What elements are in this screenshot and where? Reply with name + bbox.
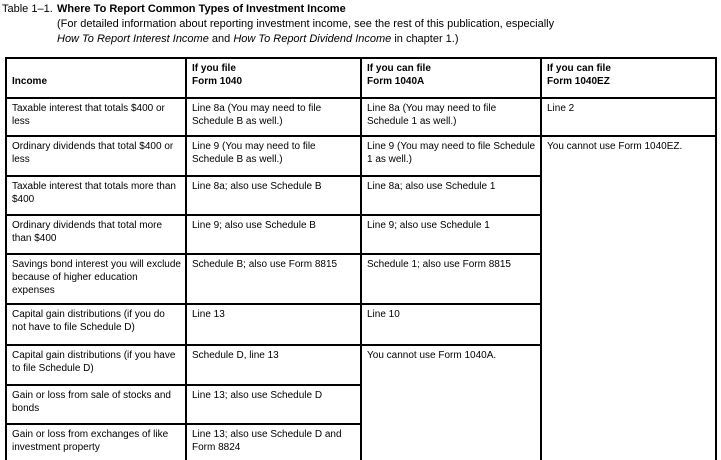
form1040-cell: Line 8a; also use Schedule B <box>186 176 361 215</box>
col-header-form1040a-line2: Form 1040A <box>367 76 425 87</box>
table-row <box>6 98 716 136</box>
header-row <box>6 58 716 98</box>
form1040a-cell: Schedule 1; also use Form 8815 <box>361 254 541 304</box>
form1040a-cell: Line 9 (You may need to file Schedule 1 as well.) <box>361 136 541 176</box>
form1040a-cell: Line 9; also use Schedule 1 <box>361 215 541 254</box>
form1040-cell: Line 13 <box>186 304 361 345</box>
table-subtitle-note <box>57 17 717 47</box>
income-cell: Capital gain distributions (if you have to file Schedule D) <box>6 345 186 385</box>
note-italic-dividend: How To Report Dividend Income <box>233 33 392 45</box>
col-header-form1040a <box>361 58 541 98</box>
form1040ez-merged-cell: You cannot use Form 1040EZ. <box>541 136 716 460</box>
col-header-income-label: Income <box>12 76 48 87</box>
income-cell: Ordinary dividends that total more than $400 <box>6 215 186 254</box>
col-header-form1040ez-line1: If you can file <box>547 63 611 74</box>
form1040-cell: Schedule D, line 13 <box>186 345 361 385</box>
income-cell: Gain or loss from exchanges of like investment property <box>6 424 186 460</box>
form1040-cell: Line 13; also use Schedule D <box>186 385 361 424</box>
col-header-form1040-line2: Form 1040 <box>192 76 243 87</box>
form1040a-merged-cell: You cannot use Form 1040A. <box>361 345 541 460</box>
note-line1: (For detailed information about reporting investment income, see the rest of this publication, especially <box>57 18 555 30</box>
form1040-cell: Line 9; also use Schedule B <box>186 215 361 254</box>
col-header-form1040a-line1: If you can file <box>367 63 431 74</box>
table-number: Table 1–1. <box>2 3 53 15</box>
note-italic-interest: How To Report Interest Income <box>57 33 209 45</box>
form1040-cell: Line 8a (You may need to file Schedule B as well.) <box>186 98 361 136</box>
table-caption <box>2 2 346 17</box>
form1040a-cell: Line 8a; also use Schedule 1 <box>361 176 541 215</box>
col-header-form1040 <box>186 58 361 98</box>
form1040-cell: Schedule B; also use Form 8815 <box>186 254 361 304</box>
investment-income-table <box>5 57 717 460</box>
income-cell: Taxable interest that totals $400 or less <box>6 98 186 136</box>
income-cell: Ordinary dividends that total $400 or less <box>6 136 186 176</box>
form1040-cell: Line 13; also use Schedule D and Form 8824 <box>186 424 361 460</box>
income-cell: Savings bond interest you will exclude because of higher education expenses <box>6 254 186 304</box>
table-row <box>6 136 716 176</box>
col-header-income <box>6 58 186 98</box>
form1040ez-cell: Line 2 <box>541 98 716 136</box>
col-header-form1040ez <box>541 58 716 98</box>
table-title: Where To Report Common Types of Investment Income <box>57 3 346 15</box>
form1040a-cell: Line 8a (You may need to file Schedule 1 as well.) <box>361 98 541 136</box>
income-cell: Gain or loss from sale of stocks and bonds <box>6 385 186 424</box>
income-cell: Taxable interest that totals more than $400 <box>6 176 186 215</box>
note-and: and <box>208 33 234 45</box>
col-header-form1040ez-line2: Form 1040EZ <box>547 76 610 87</box>
form1040a-cell: Line 10 <box>361 304 541 345</box>
income-cell: Capital gain distributions (if you do not have to file Schedule D) <box>6 304 186 345</box>
form1040-cell: Line 9 (You may need to file Schedule B as well.) <box>186 136 361 176</box>
col-header-form1040-line1: If you file <box>192 63 236 74</box>
note-end: in chapter 1.) <box>391 33 459 45</box>
